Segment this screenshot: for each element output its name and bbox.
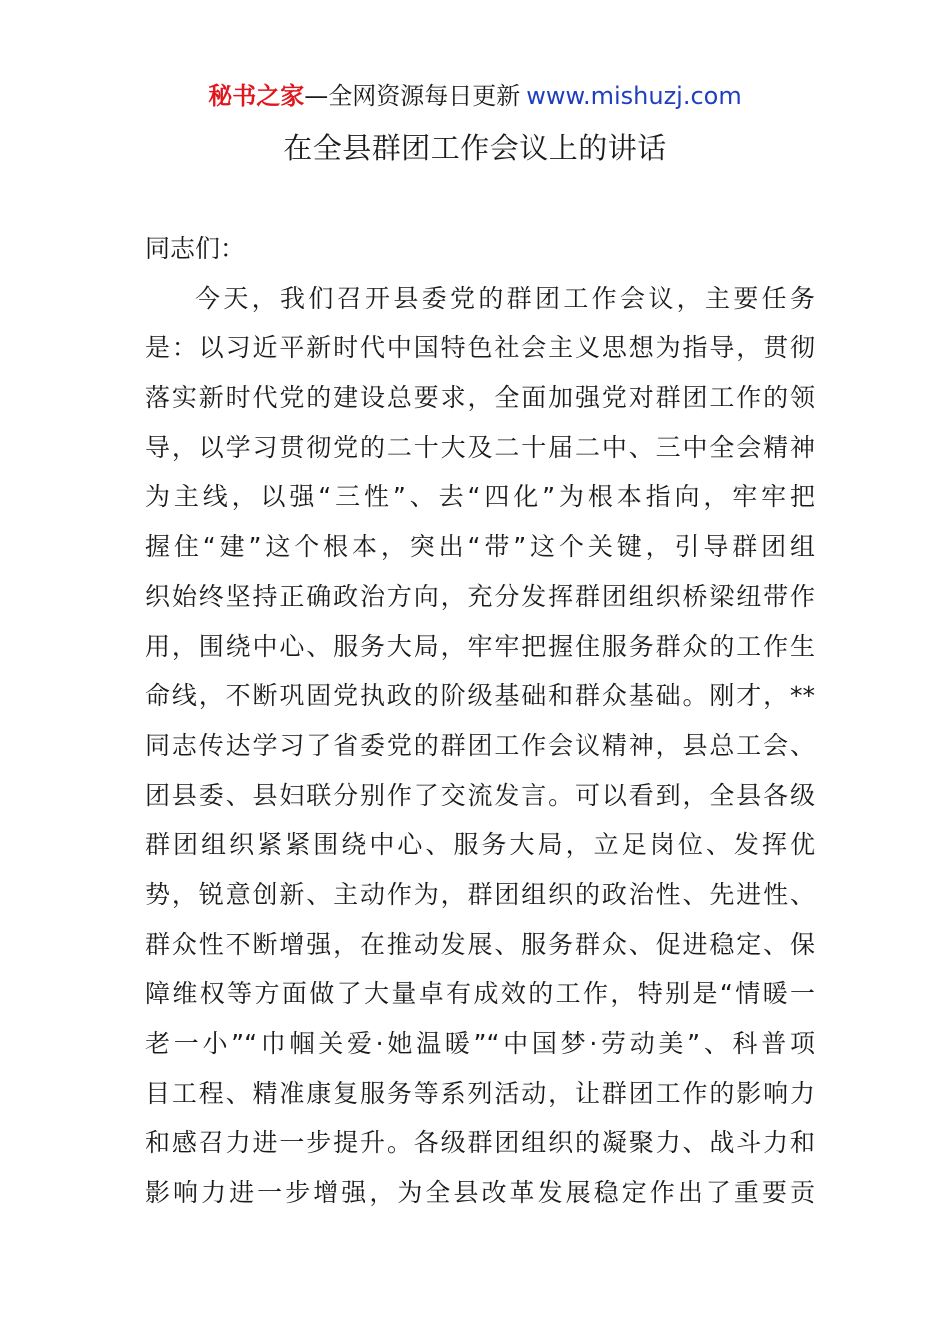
body-line: 织始终坚持正确政治方向，充分发挥群团组织桥梁纽带作 bbox=[145, 581, 815, 611]
body-line: 落实新时代党的建设总要求，全面加强党对群团工作的领 bbox=[145, 383, 815, 413]
body-line: 影响力进一步增强，为全县改革发展稳定作出了重要贡 bbox=[145, 1178, 815, 1208]
header-tagline: —全网资源每日更新 bbox=[304, 82, 521, 110]
body-line: 老一小”“巾帼关爱·她温暖”“中国梦·劳动美”、科普项 bbox=[145, 1029, 815, 1058]
greeting-line: 同志们： bbox=[145, 234, 246, 263]
body-line: 团县委、县妇联分别作了交流发言。可以看到，全县各级 bbox=[145, 780, 815, 810]
document-title: 在全县群团工作会议上的讲话 bbox=[283, 131, 667, 165]
brand-name: 秘书之家 bbox=[208, 82, 305, 110]
site-url-link[interactable]: www.mishuzj.com bbox=[526, 82, 742, 110]
document-body bbox=[145, 224, 815, 1218]
body-line: 命线，不断巩固党执政的阶级基础和群众基础。刚才，** bbox=[145, 681, 815, 711]
body-line: 为主线，以强“三性”、去“四化”为根本指向，牢牢把 bbox=[145, 482, 815, 512]
body-line: 是：以习近平新时代中国特色社会主义思想为指导，贯彻 bbox=[145, 333, 815, 363]
body-line: 目工程、精准康复服务等系列活动，让群团工作的影响力 bbox=[145, 1078, 815, 1108]
body-line: 今天，我们召开县委党的群团工作会议，主要任务 bbox=[195, 283, 815, 313]
body-line: 势，锐意创新、主动作为，群团组织的政治性、先进性、 bbox=[145, 879, 815, 909]
site-header bbox=[0, 80, 950, 112]
body-line: 用，围绕中心、服务大局，牢牢把握住服务群众的工作生 bbox=[145, 631, 815, 661]
body-line: 群团组织紧紧围绕中心、服务大局，立足岗位、发挥优 bbox=[145, 830, 815, 860]
body-line: 群众性不断增强，在推动发展、服务群众、促进稳定、保 bbox=[145, 929, 815, 959]
body-line: 和感召力进一步提升。各级群团组织的凝聚力、战斗力和 bbox=[145, 1128, 815, 1158]
body-line: 障维权等方面做了大量卓有成效的工作，特别是“情暖一 bbox=[145, 979, 815, 1009]
body-line: 握住“建”这个根本，突出“带”这个关键，引导群团组 bbox=[145, 532, 815, 562]
body-line: 导，以学习贯彻党的二十大及二十届二中、三中全会精神 bbox=[145, 432, 815, 462]
body-line: 同志传达学习了省委党的群团工作会议精神，县总工会、 bbox=[145, 730, 815, 760]
